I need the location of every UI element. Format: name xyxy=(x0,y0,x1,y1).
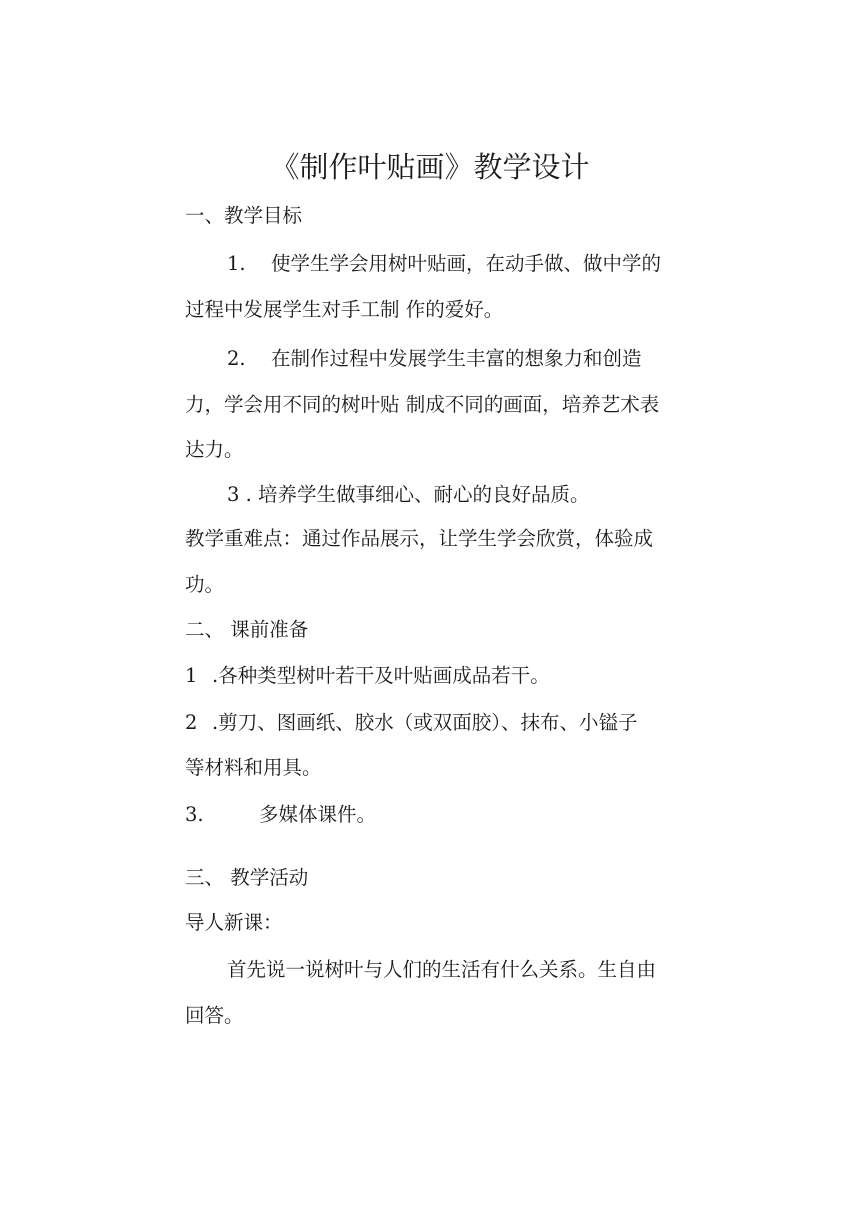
document-title: 《制作叶贴画》教学设计 xyxy=(270,150,590,184)
objective-1-line1 xyxy=(271,251,675,277)
prep-1-text: .各种类型树叶若干及叶贴画成品若干。 xyxy=(212,664,550,687)
prep-3-text: 多媒体课件。 xyxy=(259,803,377,826)
section-heading-objectives: 一、教学目标 xyxy=(185,204,303,227)
objective-1-line1-text: 使学生学会用树叶贴画，在动手做、做中学的 xyxy=(271,252,662,275)
prep-1-number: 1 xyxy=(185,664,198,687)
prep-2-number: 2 xyxy=(185,711,198,734)
intro-heading: 导人新课： xyxy=(185,911,283,934)
objective-3: 3 . 培养学生做事细心、耐心的良好品质。 xyxy=(227,483,590,506)
section-heading-preparation: 二、 课前准备 xyxy=(185,618,309,641)
intro-para-line1: 首先说一说树叶与人们的生活有什么关系。生自由 xyxy=(227,958,657,981)
prep-2-line2: 等材料和用具。 xyxy=(185,756,322,779)
prep-2-line1: .剪刀、图画纸、胶水（或双面胶）、抹布、小镒子 xyxy=(212,711,638,734)
prep-3-number: 3. xyxy=(185,803,204,826)
key-points-line1: 教学重难点：通过作品展示，让学生学会欣赏，体验成 xyxy=(185,527,654,550)
key-points-line2: 功。 xyxy=(185,573,225,596)
intro-para-line2: 回答。 xyxy=(185,1004,244,1027)
objective-2-line2: 力，学会用不同的树叶贴 制成不同的画面，培养艺术表 xyxy=(185,393,660,416)
objective-2-line1: 在制作过程中发展学生丰富的想象力和创造 xyxy=(271,347,642,370)
objective-2-number: 2. xyxy=(227,347,246,370)
objective-1-number: 1. xyxy=(227,252,246,275)
objective-2-line3: 达力。 xyxy=(185,438,244,461)
objective-1-line2: 过程中发展学生对手工制 作的爱好。 xyxy=(185,298,504,321)
section-heading-activities: 三、 教学活动 xyxy=(185,866,309,889)
